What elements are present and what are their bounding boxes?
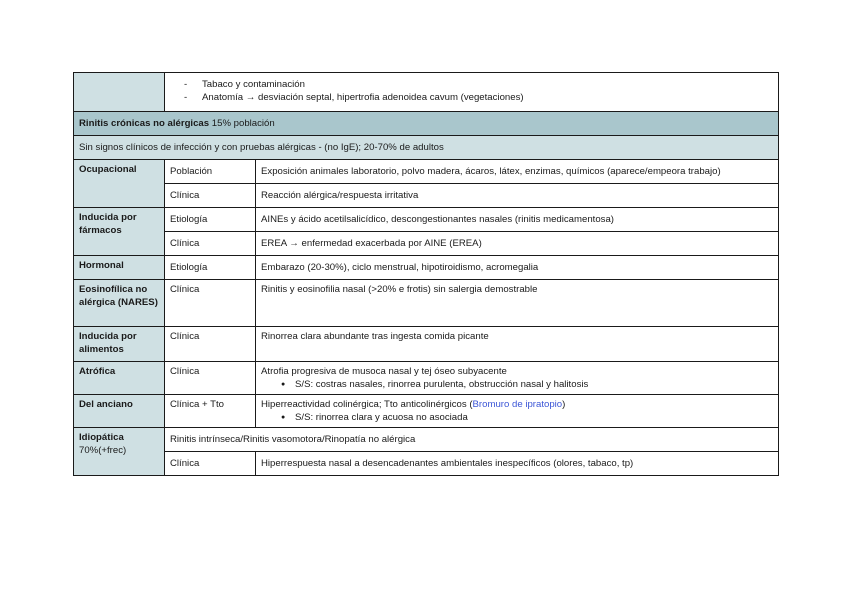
field-value: Exposición animales laboratorio, polvo madera, ácaros, látex, enzimas, químicos (aparece/empeora trabajo) <box>256 160 779 184</box>
type-farmacos: Inducida por fármacos <box>74 208 165 256</box>
type-frequency: 70%(+frec) <box>79 445 127 456</box>
section-subtitle: Sin signos clínicos de infección y con pruebas alérgicas - (no IgE); 20-70% de adultos <box>74 136 779 160</box>
field-label: Clínica + Tto <box>165 395 256 428</box>
table-row <box>74 184 779 208</box>
table-row <box>74 362 779 395</box>
field-label: Clínica <box>165 327 256 362</box>
type-anciano: Del anciano <box>74 395 165 428</box>
table-row <box>74 112 779 136</box>
bullet-list <box>261 411 773 424</box>
table-row <box>74 452 779 476</box>
field-label: Clínica <box>165 362 256 395</box>
top-left-cell <box>74 73 165 112</box>
section-title <box>74 112 779 136</box>
rinitis-table <box>73 72 779 476</box>
section-title-bold: Rinitis crónicas no alérgicas <box>79 118 210 129</box>
field-value <box>256 395 779 428</box>
field-value <box>256 362 779 395</box>
list-item: - Anatomía → desviación septal, hipertrofia adenoidea cavum (vegetaciones) <box>184 91 773 104</box>
field-label: Clínica <box>165 232 256 256</box>
field-value: Rinitis y eosinofilia nasal (>20% e frotis) sin salergia demostrable <box>256 280 779 327</box>
table-row <box>74 256 779 280</box>
field-value: AINEs y ácido acetilsalicídico, descongestionantes nasales (rinitis medicamentosa) <box>256 208 779 232</box>
table-row <box>74 280 779 327</box>
field-value: Hiperrespuesta nasal a desencadenantes ambientales inespecíficos (olores, tabaco, tp) <box>256 452 779 476</box>
type-name: Idiopática <box>79 432 124 443</box>
list-item: ● S/S: costras nasales, rinorrea purulenta, obstrucción nasal y halitosis <box>281 378 773 391</box>
field-label: Clínica <box>165 184 256 208</box>
field-value: Embarazo (20-30%), ciclo menstrual, hipotiroidismo, acromegalia <box>256 256 779 280</box>
dash-list <box>170 78 773 104</box>
list-item: ● S/S: rinorrea clara y acuosa no asociada <box>281 411 773 424</box>
field-label: Clínica <box>165 452 256 476</box>
table-row <box>74 232 779 256</box>
text-post: ) <box>562 399 566 410</box>
table-row <box>74 73 779 112</box>
type-alimentos: Inducida por alimentos <box>74 327 165 362</box>
table-row <box>74 428 779 452</box>
field-value: Rinitis intrínseca/Rinitis vasomotora/Rinopatía no alérgica <box>165 428 779 452</box>
table-row <box>74 160 779 184</box>
bullet-list <box>261 378 773 391</box>
table-row <box>74 395 779 428</box>
field-value: EREA → enfermedad exacerbada por AINE (EREA) <box>256 232 779 256</box>
type-ocupacional: Ocupacional <box>74 160 165 208</box>
field-value: Rinorrea clara abundante tras ingesta comida picante <box>256 327 779 362</box>
table-row <box>74 208 779 232</box>
field-label: Población <box>165 160 256 184</box>
field-label: Clínica <box>165 280 256 327</box>
field-text: Atrofia progresiva de musoca nasal y tej óseo subyacente <box>261 366 507 377</box>
table-row <box>74 327 779 362</box>
type-atrofica: Atrófica <box>74 362 165 395</box>
field-label: Etiología <box>165 208 256 232</box>
type-idiopatica <box>74 428 165 476</box>
field-label: Etiología <box>165 256 256 280</box>
field-text <box>261 398 773 411</box>
field-value: Reacción alérgica/respuesta irritativa <box>256 184 779 208</box>
section-title-rest: 15% población <box>209 118 275 129</box>
text-pre: Hiperreactividad colinérgica; Tto anticolinérgicos ( <box>261 399 473 410</box>
drug-link[interactable]: Bromuro de ipratopio <box>472 399 563 410</box>
type-hormonal: Hormonal <box>74 256 165 280</box>
list-item: - Tabaco y contaminación <box>184 78 773 91</box>
table-row <box>74 136 779 160</box>
top-list-cell <box>165 73 779 112</box>
type-nares: Eosinofílica no alérgica (NARES) <box>74 280 165 327</box>
